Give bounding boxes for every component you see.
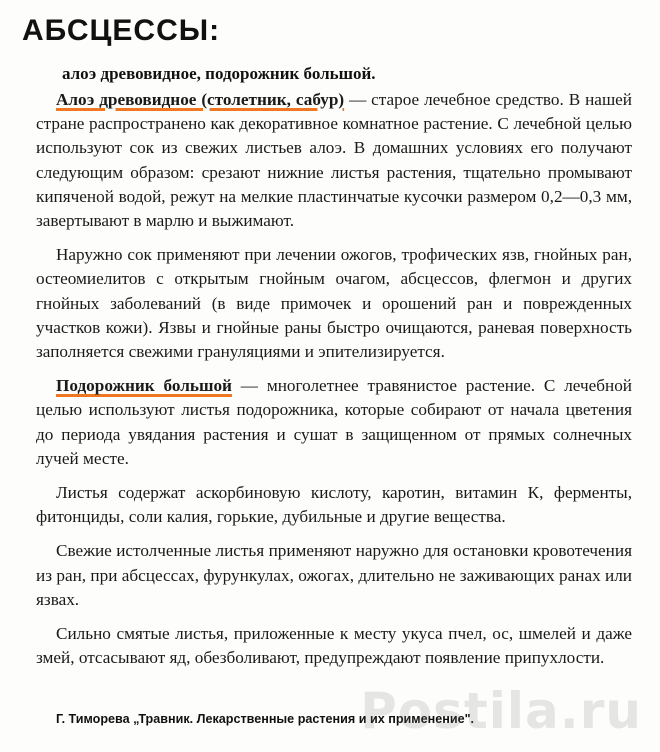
paragraph-text: Свежие истолченные листья применяют наружно для остановки кровотечения из ран, при абсцессах, фурункулах, ожогах, длительно не заживающих ранах или язвах. [36,541,632,609]
paragraph-plantain-intro [36,374,632,471]
subtitle: алоэ древовидное, подорожник большой. [62,64,376,83]
page-heading: АБСЦЕССЫ: [22,14,221,47]
paragraph-text: Сильно смятые листья, приложенные к месту укуса пчел, ос, шмелей и даже змей, отсасывают яд, обезболивают, предупреждают появление припухлости. [36,624,632,668]
paragraph-plantain-stings [36,622,632,670]
paragraph-text: — многолетнее травянистое растение. С лечебной целью используют листья подорожника, которые собирают от начала цветения до периода увядания растения и сушат в защищенном от прямых солнечных лучей месте. [36,376,633,468]
paragraph-text: — старое лечебное средство. В нашей стране распространено как декоративное комнатное растение. С лечебной целью используют сок из свежих листьев алоэ. В домашних условиях его получают следующим образом: срезают нижние листья растения, тщательно промывают кипяченой водой, режут на мелкие пластинчатые кусочки размером 0,2—0,3 мм, завертывают в марлю и выжимают. [36,90,633,231]
paragraph-aloe-usage [36,243,632,364]
article-body [36,88,632,680]
paragraph-plantain-composition [36,481,632,529]
source-citation: Г. Тиморева „Травник. Лекарственные растения и их применение". [56,712,475,726]
paragraph-text: Наружно сок применяют при лечении ожогов, трофических язв, гнойных ран, остеомиелитов с открытым гнойным очагом, абсцессов, флегмон и других гнойных заболеваний (в виде примочек и орошений ран и поврежденных участков кожи). Язвы и гнойные раны быстро очищаются, раневая поверхность заполняется свежими грануляциями и эпителизируется. [36,245,632,362]
watermark-logo: Postila.ru [360,682,642,740]
paragraph-aloe-intro [36,88,632,233]
paragraph-plantain-usage [36,539,632,612]
paragraph-text: Листья содержат аскорбиновую кислоту, каротин, витамин К, ферменты, фитонциды, соли калия, горькие, дубильные и другие вещества. [36,483,632,527]
term-aloe: Алоэ древовидное (столетник, сабур) [56,90,345,109]
term-plantain: Подорожник большой [56,376,232,396]
